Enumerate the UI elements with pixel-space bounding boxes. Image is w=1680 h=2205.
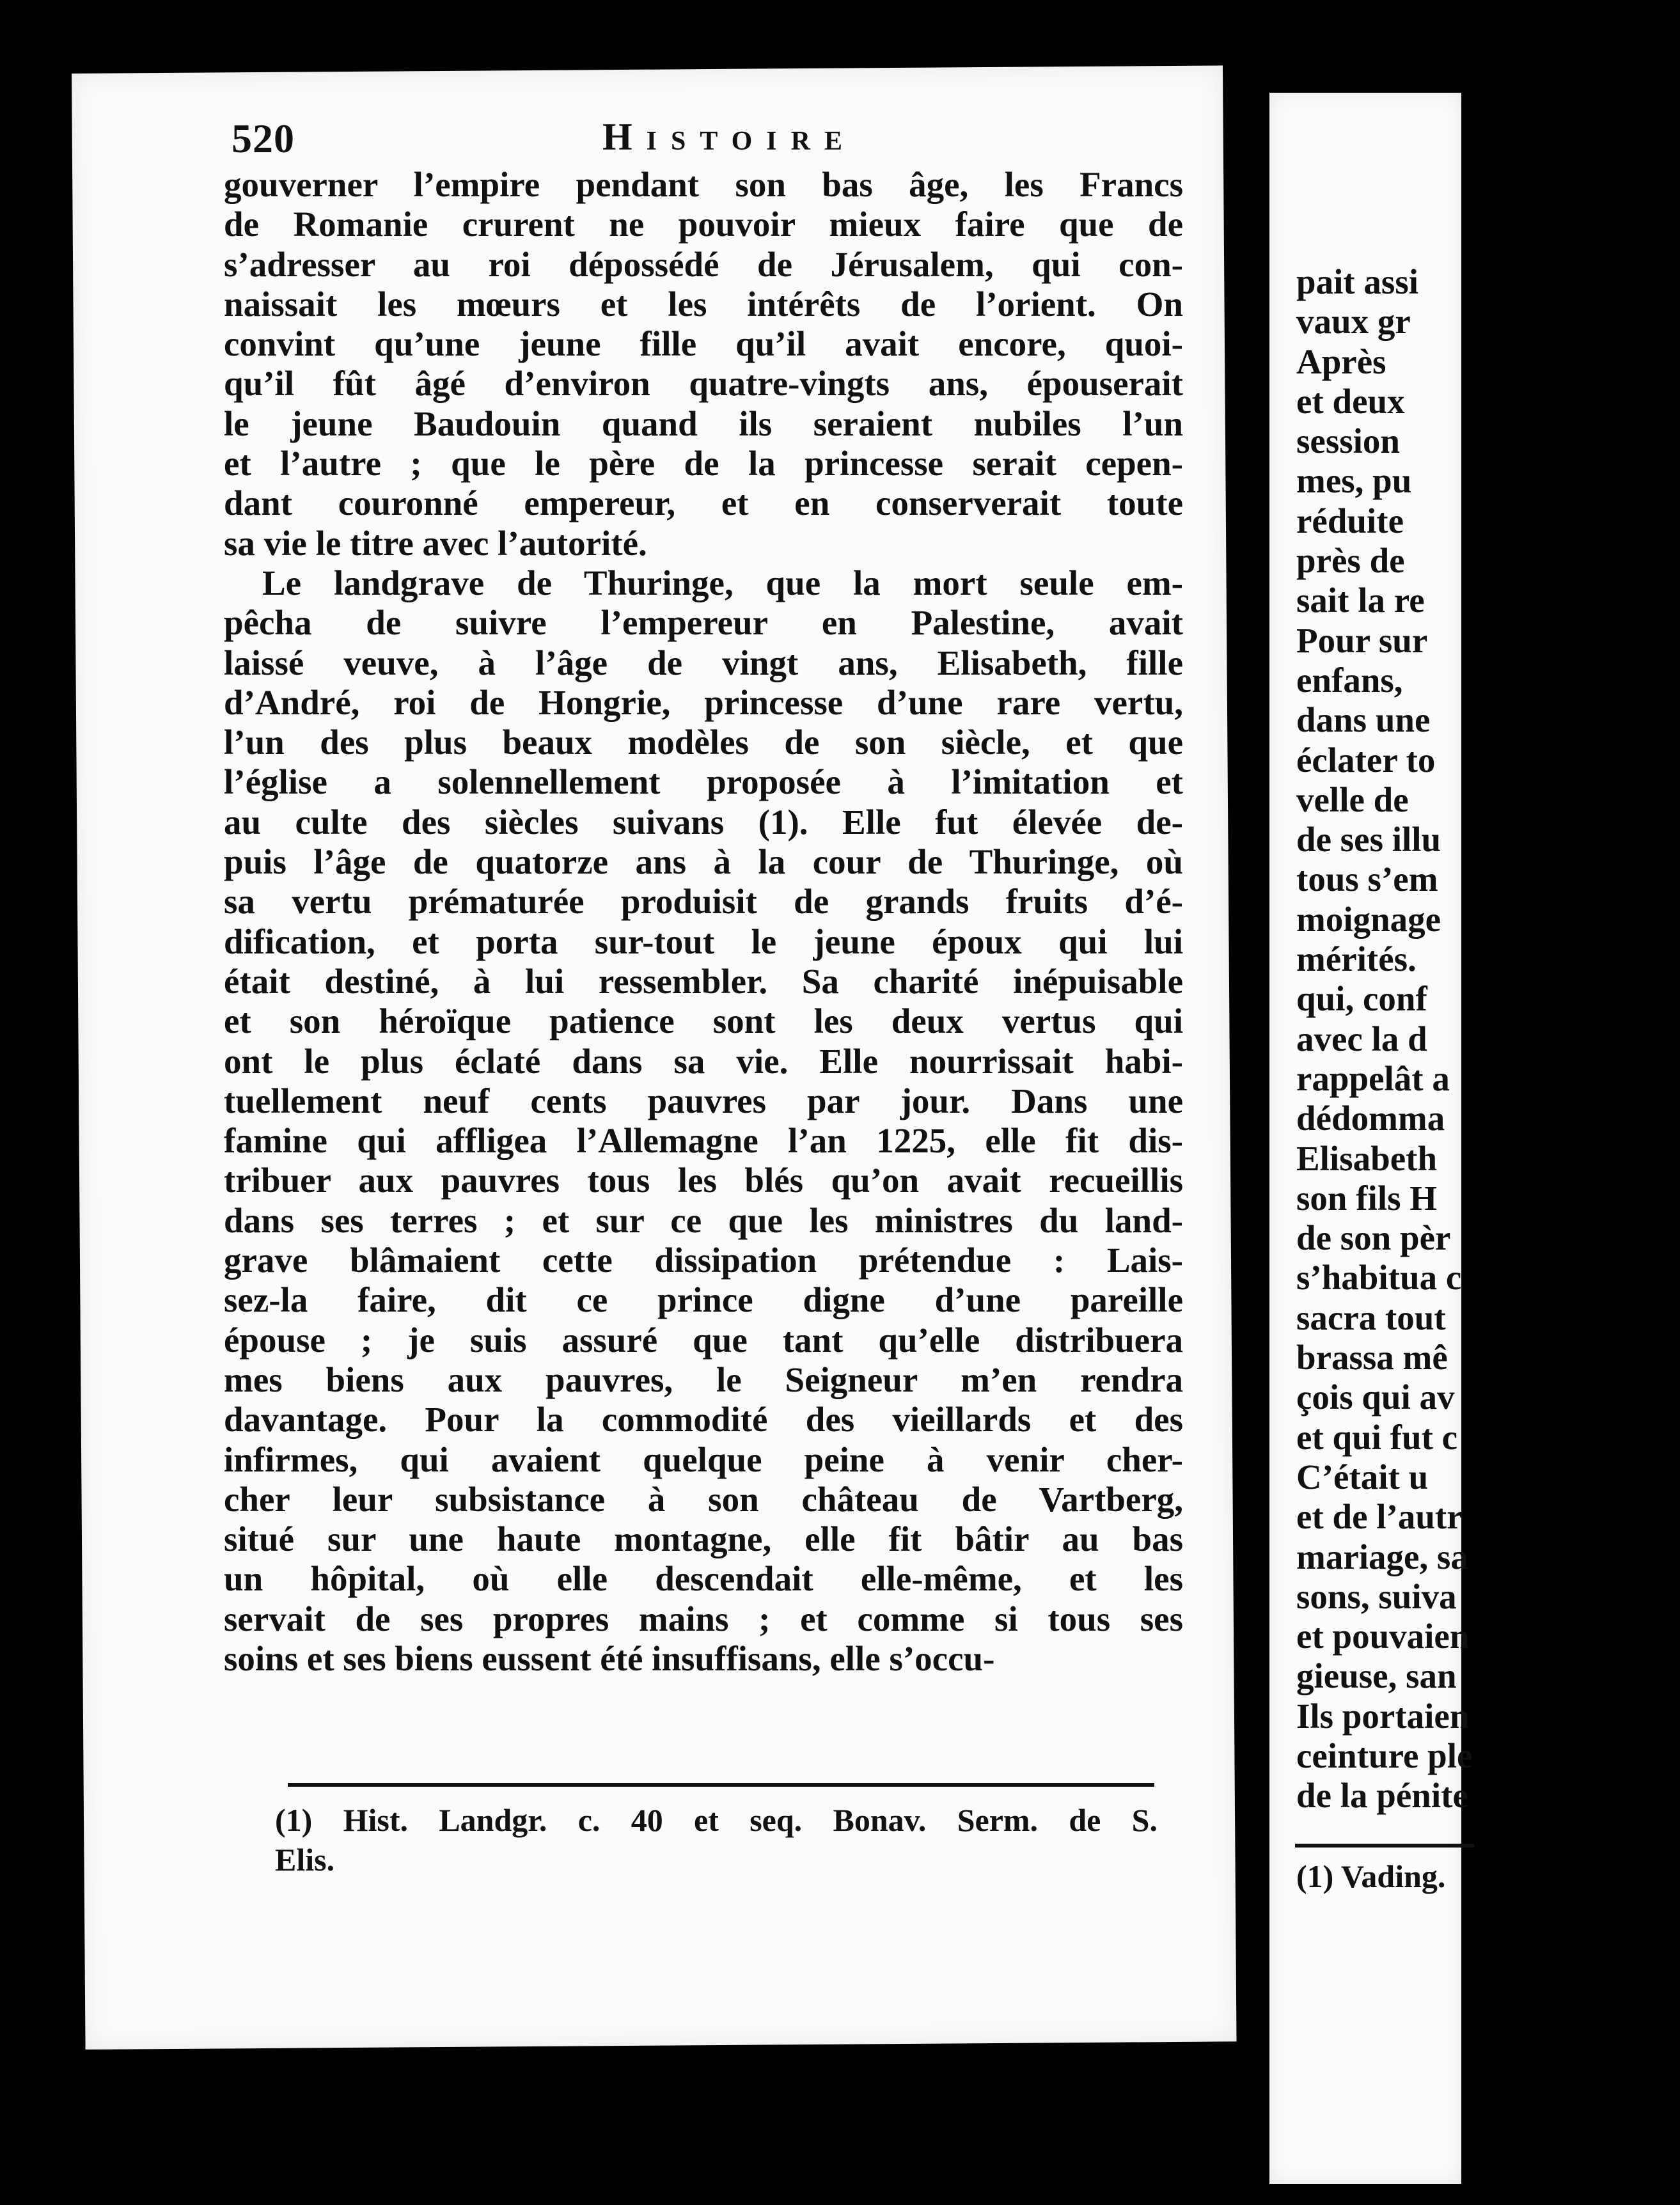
right-footnote: (1) Vading. <box>1296 1858 1446 1894</box>
body-line: qu’il fût âgé d’environ quatre-vingts ans, épouserait <box>224 364 1183 404</box>
right-page-line: de ses illu <box>1296 820 1441 859</box>
body-line: famine qui affligea l’Allemagne l’an 1225, elle fit dis- <box>224 1121 1183 1161</box>
body-line: servait de ses propres mains ; et comme si tous ses <box>224 1599 1183 1638</box>
running-head: Histoire <box>602 116 856 158</box>
right-page-line: rappelât a <box>1296 1058 1450 1098</box>
right-page-line: dédomma <box>1296 1099 1445 1138</box>
right-page-line: enfans, <box>1296 660 1403 700</box>
body-line: mes biens aux pauvres, le Seigneur m’en rendra <box>224 1360 1183 1399</box>
body-line: laissé veuve, à l’âge de vingt ans, Elisabeth, fille <box>224 643 1183 682</box>
right-page-line: brassa mê <box>1296 1338 1448 1377</box>
body-line: sa vertu prématurée produisit de grands fruits d’é- <box>224 882 1183 922</box>
right-page-line: vaux gr <box>1296 302 1411 341</box>
body-line: puis l’âge de quatorze ans à la cour de Thuringe, où <box>224 842 1183 882</box>
right-page-line: de son pèr <box>1296 1218 1451 1258</box>
body-line: cher leur subsistance à son château de Vartberg, <box>224 1479 1183 1519</box>
right-page-line: s’habitua c <box>1296 1258 1462 1298</box>
right-page-line: Ils portaien <box>1296 1696 1470 1736</box>
body-line: épouse ; je suis assuré que tant qu’elle distribuera <box>224 1320 1183 1360</box>
page-number: 520 <box>232 116 295 161</box>
body-line: convint qu’une jeune fille qu’il avait encore, quoi- <box>224 324 1183 364</box>
body-line: et son héroïque patience sont les deux vertus qui <box>224 1001 1183 1041</box>
right-page-line: et deux <box>1296 381 1405 421</box>
body-line: ont le plus éclaté dans sa vie. Elle nourrissait habi- <box>224 1041 1183 1081</box>
body-line: l’un des plus beaux modèles de son siècle, et que <box>224 723 1183 762</box>
body-line: situé sur une haute montagne, elle fit bâtir au bas <box>224 1519 1183 1559</box>
body-line: infirmes, qui avaient quelque peine à venir cher- <box>224 1440 1183 1479</box>
right-page-line: sons, suiva <box>1296 1576 1457 1616</box>
footnote-line: (1) Hist. Landgr. c. 40 et seq. Bonav. Serm. de S. <box>275 1802 1158 1838</box>
right-page-line: dans une <box>1296 700 1431 740</box>
right-page-line: session <box>1296 421 1400 461</box>
body-line: de Romanie crurent ne pouvoir mieux faire que de <box>224 205 1183 244</box>
body-line: le jeune Baudouin quand ils seraient nubiles l’un <box>224 404 1183 443</box>
right-page-line: réduite <box>1296 501 1404 540</box>
body-line: sa vie le titre avec l’autorité. <box>224 523 647 563</box>
body-line: était destiné, à lui ressembler. Sa charité inépuisable <box>224 961 1183 1001</box>
right-page-line: avec la d <box>1296 1019 1427 1058</box>
body-line: grave blâmaient cette dissipation prétendue : Lais- <box>224 1241 1183 1280</box>
body-line: gouverner l’empire pendant son bas âge, les Francs <box>224 165 1183 204</box>
body-line: naissait les mœurs et les intérêts de l’orient. On <box>224 284 1183 324</box>
right-page-line: velle de <box>1296 780 1409 819</box>
right-page-line: sait la re <box>1296 581 1425 620</box>
right-page-line: ceinture ple <box>1296 1736 1473 1775</box>
body-line: soins et ses biens eussent été insuffisans, elle s’occu- <box>224 1638 995 1678</box>
body-line: d’André, roi de Hongrie, princesse d’une rare vertu, <box>224 682 1183 722</box>
right-page-line: mérités. <box>1296 939 1417 979</box>
right-page-line: et qui fut c <box>1296 1417 1458 1457</box>
right-page-line: mes, pu <box>1296 461 1412 501</box>
body-line: dification, et porta sur-tout le jeune époux qui lui <box>224 922 1183 961</box>
footnote-rule <box>288 1783 1154 1787</box>
right-page-line: et pouvaien <box>1296 1617 1470 1656</box>
right-page-line: tous s’em <box>1296 859 1438 899</box>
body-text <box>224 165 1183 1679</box>
body-line: et l’autre ; que le père de la princesse serait cepen- <box>224 444 1183 483</box>
right-page-line: son fils H <box>1296 1178 1438 1218</box>
body-line: Le landgrave de Thuringe, que la mort seule em- <box>262 563 1183 602</box>
right-page-line: gieuse, san <box>1296 1656 1457 1696</box>
right-page-line: çois qui av <box>1296 1377 1455 1417</box>
body-line: dans ses terres ; et sur ce que les ministres du land- <box>224 1200 1183 1240</box>
body-line: pêcha de suivre l’empereur en Palestine, avait <box>224 603 1183 643</box>
right-page-line: Après <box>1296 341 1386 381</box>
right-footnote-rule <box>1295 1844 1474 1848</box>
body-line: tuellement neuf cents pauvres par jour. Dans une <box>224 1081 1183 1120</box>
body-line: au culte des siècles suivans (1). Elle fut élevée de- <box>224 802 1183 842</box>
right-page-line: Elisabeth <box>1296 1138 1438 1178</box>
body-line: sez-la faire, dit ce prince digne d’une pareille <box>224 1280 1183 1320</box>
right-page <box>1269 93 1473 2184</box>
body-line: tribuer aux pauvres tous les blés qu’on avait recueillis <box>224 1161 1183 1200</box>
body-line: dant couronné empereur, et en conserverait toute <box>224 483 1183 523</box>
right-page-line: éclater to <box>1296 740 1436 780</box>
right-page-line: pait assi <box>1296 262 1419 301</box>
right-page-line: mariage, sa <box>1296 1537 1468 1576</box>
body-line: un hôpital, où elle descendait elle-même, et les <box>224 1559 1183 1599</box>
right-page-line: et de l’autr <box>1296 1497 1463 1537</box>
right-page-line: moignage <box>1296 899 1441 939</box>
right-page-line: de la pénite <box>1296 1776 1468 1816</box>
right-page-line: Pour sur <box>1296 620 1428 660</box>
body-line: l’église a solennellement proposée à l’imitation et <box>224 762 1183 802</box>
right-page-line: sacra tout <box>1296 1298 1446 1337</box>
right-page-text <box>1296 262 1680 1816</box>
body-line: s’adresser au roi dépossédé de Jérusalem, qui con- <box>224 244 1183 284</box>
right-page-line: qui, conf <box>1296 979 1427 1019</box>
right-page-line: C’était u <box>1296 1457 1429 1496</box>
right-page-line: près de <box>1296 541 1405 581</box>
body-line: davantage. Pour la commodité des vieillards et des <box>224 1400 1183 1440</box>
footnote <box>275 1800 1158 1879</box>
footnote-line: Elis. <box>275 1842 335 1878</box>
page-header <box>232 115 1191 166</box>
